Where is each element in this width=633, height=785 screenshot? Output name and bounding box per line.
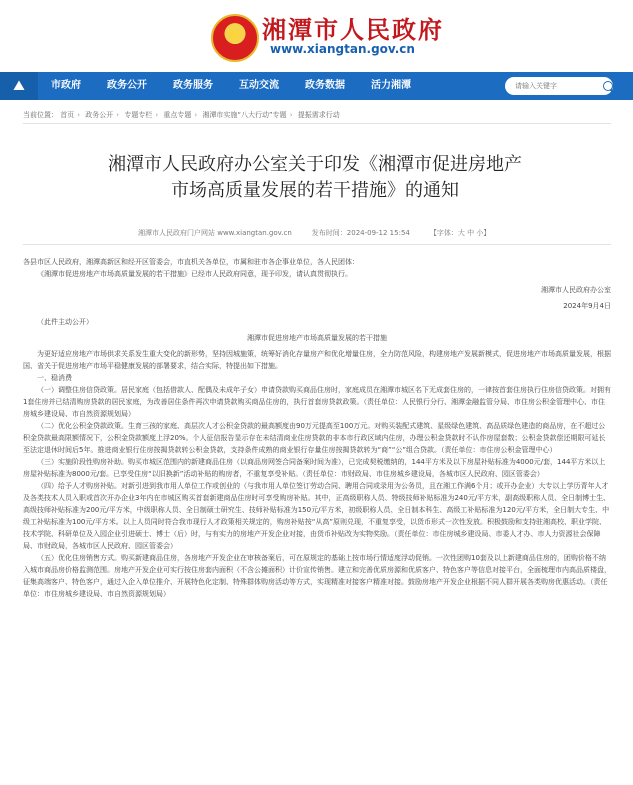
site-header: [0, 0, 633, 72]
breadcrumb-item[interactable]: 政务公开: [85, 111, 114, 119]
body-paragraph: （二）优化公积金贷款政策。生育三孩的家庭、高层次人才公积金贷款的最高额度由90万元提高至100万元。对购买装配式建筑、星级绿色建筑、高品质绿色建造的商品房，在不超过公积金贷款最高限额情况下，公积金贷款额度上浮20%。个人征信报告显示存在未结清商业住房贷款的非本市行政区域内住房，办理公积金贷款时不认作房屋套数；公积金贷款偿还期限可延长至法定退休时间后5年。推进商业银行住房按揭贷款转公积金贷款，支持条件成熟的商业银行存量住房按揭贷款转为“商”“公”组合贷款。（责任单位：市住房公积金管理中心）: [23, 422, 606, 454]
sub-title: 湘潭市促进房地产市场高质量发展的若干措施: [247, 334, 387, 342]
signer: 湘潭市人民政府办公室: [541, 286, 611, 294]
breadcrumb-item[interactable]: 重点专题: [163, 111, 192, 119]
article-title-line: 湘潭市人民政府办公室关于印发《湘潭市促进房地产: [108, 154, 522, 175]
breadcrumb-separator: ›: [116, 111, 120, 119]
breadcrumb-item[interactable]: 湘潭市实施“八大行动”专题: [202, 111, 287, 119]
search-icon[interactable]: [603, 81, 613, 91]
national-emblem-icon: [211, 14, 259, 62]
nav-item-government-data[interactable]: 政务数据: [305, 80, 345, 91]
main-nav: [0, 72, 633, 100]
home-logo-icon[interactable]: ⛰: [0, 72, 38, 100]
publish-time: 发布时间：2024-09-12 15:54: [311, 229, 410, 237]
public-note: （此件主动公开）: [37, 318, 93, 326]
article-title-line: 市场高质量发展的若干措施》的通知: [171, 180, 459, 201]
breadcrumb-separator: ›: [155, 111, 159, 119]
nav-item-city-government[interactable]: 市政府: [51, 80, 81, 91]
breadcrumb-item[interactable]: 首页: [60, 111, 75, 119]
article-source: 湘潭市人民政府门户网站 www.xiangtan.gov.cn: [138, 229, 292, 237]
body-paragraph: （三）实施阶段性购房补助。购买市城区范围内的新建商品住房（以商品房网签合同备案时间为准），已完成契税缴纳的，144平方米及以下房屋补贴标准为4000元/套，144平方米以上房屋补贴标准为8000元/套。已享受住房“以旧换新”活动补贴的购房者，不重复享受补贴。（责任单位：市财政局、市住房城乡建设局，各城市区人民政府、园区管委会）: [23, 458, 606, 478]
section-heading: 一、稳消费: [37, 374, 72, 382]
breadcrumb-separator: ›: [77, 111, 81, 119]
issue-date: 2024年9月4日: [563, 302, 611, 310]
article-title: [40, 152, 590, 204]
breadcrumb-label: 当前位置：: [23, 111, 58, 119]
intro-paragraph: 《湘潭市促进房地产市场高质量发展的若干措施》已经市人民政府同意，现予印发，请认真贯彻执行。: [37, 270, 352, 278]
nav-item-vibrant-xiangtan[interactable]: 活力湘潭: [371, 80, 411, 91]
search-box: [505, 77, 613, 95]
body-paragraph: （五）优化住房销售方式。购买新建商品住房，各房地产开发企业在审核备案后，可在原规定的基础上按市场行情适度浮动促销。一次性团购10套及以上新建商品住房的，团购价格不纳入城市商品房价格监测范围。房地产开发企业可实行按住房套内面积（不含公摊面积）计价宣传销售。建立和完善优质房源和优质客户、特色客户等信息对接平台，全面梳理市内高品质楼盘，征集高端客户、特色客户，通过入企入单位推介、开展特色化定制、特殊群体购房活动等方式，实现精准对接客户精准对接。鼓励房地产开发企业根据不同人群开展各类购房优惠活动。（责任单位：市住房城乡建设局、市自然资源规划局）: [23, 554, 611, 598]
article-meta: [138, 228, 490, 238]
breadcrumb-item[interactable]: 专题专栏: [124, 111, 153, 119]
search-input[interactable]: [513, 81, 603, 91]
article-body: [23, 256, 611, 600]
nav-item-government-affairs[interactable]: 政务公开: [107, 80, 147, 91]
site-url[interactable]: www.xiangtan.gov.cn: [270, 42, 415, 56]
addressee: 各县市区人民政府，湘潭高新区和经开区管委会，市直机关各单位，市属和驻市各企事业单位，各人民团体：: [23, 258, 359, 266]
divider: [23, 244, 611, 245]
breadcrumb: [23, 110, 340, 120]
body-paragraph: （一）调整住房信贷政策。居民家庭（包括借款人、配偶及未成年子女）申请贷款购买商品住房时，家庭成员在湘潭市城区名下无成套住房的，一律按首套住房执行住房信贷政策。对拥有1套住房并已结清购房贷款的居民家庭，为改善居住条件再次申请贷款购买商品住房的，执行首套房贷款政策。（责任单位：人民银行分行、湘潭金融监管分局、市住房公积金管理中心、市住房城乡建设局、市自然资源规划局）: [23, 386, 611, 418]
nav-item-interaction[interactable]: 互动交流: [239, 80, 279, 91]
font-size-switch[interactable]: 【字体：大 中 小】: [429, 229, 491, 237]
breadcrumb-item[interactable]: 提振需求行动: [297, 111, 340, 119]
divider: [23, 123, 611, 124]
body-paragraph: （四）给予人才购房补贴。对新引进到我市用人单位工作或创业的（与我市用人单位签订劳动合同、聘用合同或录用为公务员，且在湘工作满6个月；或开办企业）大专以上学历青年人才及各类技术人员入职或首次开办企业3年内在市城区购买首套新建商品住房时可享受购房补贴。其中，正高级职称人员、特级技师补贴标准为240元/平方米，副高级职称人员、全日制博士生、高级技师补贴标准为200元/平方米，中级职称人员、全日制硕士研究生、技师补贴标准为150元/平方米，初级职称人员、全日制本科生、高级工补贴标准为120元/平方米，全日制大专生、中级工补贴标准为100元/平方米。以上人员同时符合我市现行人才政策相关规定的，购房补贴按“从高”原则兑现，不重复享受，以货币形式一次性发放。积极鼓励和支持驻湘高校、职业学院、技术学院、科研单位及入园企业引进硕士、博士（后）时，与有实力的房地产开发企业对接，由货币补贴改为实物奖励。（责任单位：市住房城乡建设局、市委人才办、市人力资源社会保障局、市财政局，各城市区人民政府、园区管委会）: [23, 482, 611, 550]
breadcrumb-separator: ›: [194, 111, 198, 119]
breadcrumb-separator: ›: [289, 111, 293, 119]
preface-paragraph: 为更好适应房地产市场供求关系发生重大变化的新形势，坚持因城施策，统筹好消化存量房产和优化增量住房，全力防范风险，构建房地产发展新模式，促进房地产市场高质量发展，根据国、省关于促进房地产市场平稳健康发展的部署要求，结合实际，特提出如下措施。: [23, 350, 611, 370]
site-title[interactable]: 湘潭市人民政府: [262, 15, 444, 44]
nav-item-government-services[interactable]: 政务服务: [173, 80, 213, 91]
